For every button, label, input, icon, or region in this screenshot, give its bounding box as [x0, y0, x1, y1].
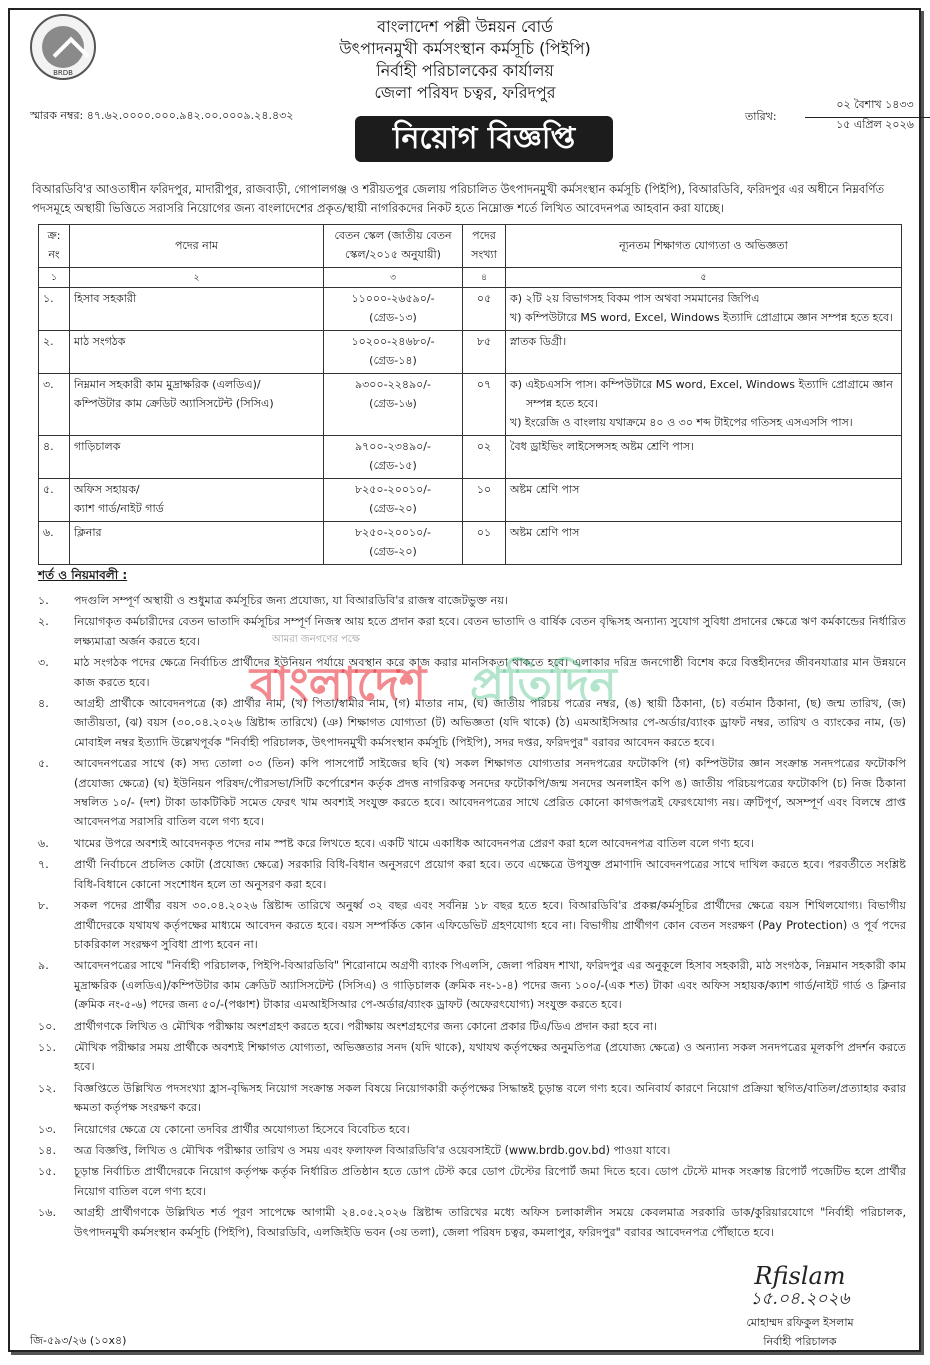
condition-number: ১০. — [38, 1019, 57, 1033]
post-name-cell — [70, 331, 324, 374]
post-count-cell: ০২ — [463, 436, 506, 479]
date-english: ১৫ এপ্রিল ২০২৬ — [836, 118, 914, 131]
col-number: ৩ — [324, 268, 463, 288]
grade: (গ্রেড-১৬) — [369, 397, 417, 410]
condition-item — [38, 1203, 906, 1242]
signature-date: ১৫.০৪.২০২৬ — [750, 1289, 850, 1309]
conditions-title: শর্ত ও নিয়মাবলী : — [38, 568, 128, 582]
brdb-logo — [30, 14, 96, 80]
serial-cell: ৬. — [39, 522, 70, 565]
condition-item — [38, 855, 906, 894]
pay-scale-cell — [324, 479, 463, 522]
serial-cell: ১. — [39, 288, 70, 331]
condition-text: আগ্রহী প্রার্থীগণকে উল্লিখিত শর্ত পূরণ সাপেক্ষে আগামী ২৪.০৫.২০২৬ খ্রিষ্টাব্দ তারিখের মধ্যে অফিস চলাকালীন সময়ে কেবলমাত্র সরকারি ডাক/কুরিয়ারযোগে "নির্বাহী পরিচালক, উৎপাদনমুখী কর্মসংস্থান কর্মসূচি (পিইপি), বিআরডিবি, এলজিইডি ভবন (৩য় তলা), জেলা পরিষদ চত্বর, কমলাপুর, ফরিদপুর" বরাবর আবেদনপত্র পৌঁছাতে হবে। — [74, 1206, 906, 1239]
pay-scale: ৮২৫০-২০০১০/- — [355, 483, 431, 496]
serial-cell: ৩. — [39, 374, 70, 436]
post-name-line: অফিস সহায়ক/ — [74, 483, 140, 496]
col-number: ১ — [39, 268, 70, 288]
qualification-cell — [506, 479, 902, 522]
condition-text: সকল পদের প্রার্থীর বয়স ৩০.০৪.২০২৬ খ্রিষ্টাব্দ তারিখে অনুর্ধ্ব ৩২ বছর এবং সর্বনিম্ন ১৮ বছর হতে হবে। বিআরডিবি'র প্রকল্প/কর্মসূচির প্রার্থীদের ক্ষেত্রে বয়স শিথিলযোগ্য। বিভাগীয় প্রার্থীদেরকে যথাযথ কর্তৃপক্ষের মাধ্যমে আবেদন করতে হবে। বয়স সম্পর্কিত কোন এফিডেভিট গ্রহণযোগ্য হবে না। বিভাগীয় প্রার্থীগণ কোন বেতন সংরক্ষণ (Pay Protection) ও পূর্ব পদের চাকরিকাল সংরক্ষণ সুবিধা প্রাপ্য হবেন না। — [74, 899, 906, 951]
org-line-2: উৎপাদনমুখী কর্মসংস্থান কর্মসূচি (পিইপি) — [339, 39, 591, 58]
post-name-line: ক্যাশ গার্ড/নাইট গার্ড — [74, 502, 164, 515]
condition-text: পদগুলি সম্পূর্ণ অস্থায়ী ও শুধুমাত্র কর্মসূচির জন্য প্রযোজ্য, যা বিআরডিবি'র রাজস্ব বাজেটভুক্ত নয়। — [74, 594, 508, 607]
pay-scale-cell — [324, 374, 463, 436]
condition-number: ৮. — [38, 899, 49, 913]
condition-text: প্রার্থী নির্বাচনে প্রচলিত কোটা (প্রযোজ্য ক্ষেত্রে) সরকারি বিধি-বিধান অনুসরণে প্রয়োগ করা হবে। তবে এক্ষেত্রে উপযুক্ত প্রমাণাদি আবেদনপত্রের সাথে দাখিল করতে হবে। পরবর্তীতে সংশ্লিষ্ট বিধি-বিধানে কোনো সংশোধন হলে তা অনুসরণ করা হবে। — [74, 858, 906, 891]
condition-number: ১. — [38, 594, 49, 607]
pay-scale-cell — [324, 288, 463, 331]
condition-item — [38, 1162, 906, 1201]
logo-text: BRDB — [53, 69, 73, 77]
condition-number: ৩. — [38, 656, 49, 670]
condition-number: ১২. — [38, 1081, 57, 1095]
condition-number: ১৩. — [38, 1122, 57, 1136]
post-name-line: ক্লিনার — [74, 526, 102, 539]
condition-item — [38, 1017, 906, 1036]
table-row — [39, 288, 902, 331]
post-count-cell: ১০ — [463, 479, 506, 522]
signatory-name: মোহাম্মদ রফিকুল ইসলাম — [746, 1316, 854, 1329]
condition-text: খামের উপরে অবশ্যই আবেদনকৃত পদের নাম স্পষ্ট করে লিখতে হবে। একটি খামে একাধিক আবেদনপত্র প্রেরণ করা হলে আবেদনপত্র বাতিল বলে গণ্য হবে। — [74, 836, 755, 850]
qualification-item: বৈধ ড্রাইভিং লাইসেন্সসহ অষ্টম শ্রেণি পাস। — [510, 440, 695, 453]
qualification-cell — [506, 374, 902, 436]
pay-scale-cell — [324, 331, 463, 374]
col-pay-scale: বেতন স্কেল (জাতীয় বেতন স্কেল/২০১৫ অনুযায়ী) — [324, 225, 463, 268]
condition-item — [38, 1120, 906, 1139]
grade: (গ্রেড-১৫) — [369, 459, 417, 472]
condition-item — [38, 1079, 906, 1118]
condition-number: ৭. — [38, 858, 49, 872]
pay-scale-cell — [324, 436, 463, 479]
qualification-item: স্নাতক ডিগ্রী। — [510, 335, 567, 348]
col-qualification: ন্যূনতম শিক্ষাগত যোগ্যতা ও অভিজ্ঞতা — [506, 225, 902, 268]
condition-number: ৯. — [38, 959, 49, 973]
table-header-row — [39, 225, 902, 268]
post-name-cell — [70, 374, 324, 436]
signatory-designation: নির্বাহী পরিচালক — [763, 1335, 837, 1348]
serial-cell: ৫. — [39, 479, 70, 522]
col-number: ২ — [70, 268, 324, 288]
pay-scale: ১১০০০-২৬৫৯০/- — [351, 292, 435, 305]
org-line-4: জেলা পরিষদ চত্বর, ফরিদপুর — [374, 83, 556, 102]
condition-text: অত্র বিজ্ঞপ্তি, লিখিত ও মৌখিক পরীক্ষার তারিখ ও সময় এবং ফলাফল বিআরডিবি'র ওয়েবসাইটে (www.brdb.gov.bd) পাওয়া যাবে। — [74, 1143, 671, 1157]
condition-number: ৫. — [38, 757, 49, 771]
condition-number: ১৫. — [38, 1165, 57, 1179]
col-number: ৪ — [463, 268, 506, 288]
post-count-cell: ০৭ — [463, 374, 506, 436]
condition-text: নিয়োগকৃত কর্মচারীদের বেতন ভাতাদি কর্মসূচির সম্পূর্ণ নিজস্ব আয় হতে প্রদান করা হবে। বেতন ভাতাদি ও বার্ষিক বেতন বৃদ্ধিসহ অন্যান্য সুযোগ সুবিধা প্রদানের ক্ষেত্রে ঋণ কর্মকান্ডের নির্ধারিত লক্ষ্যমাত্রা অর্জন করতে হবে। — [74, 615, 906, 648]
grade: (গ্রেড-১৩) — [369, 311, 417, 324]
post-count-cell: ০৫ — [463, 288, 506, 331]
post-name-line: মাঠ সংগঠক — [74, 335, 126, 348]
post-count-cell: ০১ — [463, 522, 506, 565]
watermark-part1: বাংলাদেশ — [250, 657, 427, 711]
qualification-cell — [506, 331, 902, 374]
condition-text: আগ্রহী প্রার্থীকে আবেদনপত্রে (ক) প্রার্থীর নাম, (খ) পিতা/স্বামীর নাম, (গ) মাতার নাম, (ঘ) জাতীয় পরিচয় পত্রের নম্বর, (ঙ) স্থায়ী ঠিকানা, (চ) বর্তমান ঠিকানা, (ছ) জন্ম তারিখ, (জ) জাতীয়তা, (ঝ) বয়স (৩০.০৪.২০২৬ খ্রিষ্টাব্দ তারিখে) (ঞ) শিক্ষাগত যোগ্যতা (ট) অভিজ্ঞতা (যদি থাকে) (ঠ) এমআইসিআর পে-অর্ডার/ব্যাংক ড্রাফট নম্বর, তারিখ ও ব্যাংকের নাম, (ড) মোবাইল নম্বর ইত্যাদি উল্লেখপূর্বক "নির্বাহী পরিচালক, উৎপাদনমুখী কর্মসংস্থান কর্মসূচি (পিইপি), সদর দপ্তর, ফরিদপুর" বরাবর আবেদন করতে হবে। — [74, 697, 906, 749]
condition-number: ৬. — [38, 836, 49, 850]
pay-scale: ৮২৫০-২০০১০/- — [355, 526, 431, 539]
condition-number: ১৪. — [38, 1143, 57, 1157]
post-name-line: কম্পিউটার কাম ক্রেডিট অ্যাসিসটেন্ট (সিসিএ) — [74, 397, 274, 410]
post-name-cell — [70, 288, 324, 331]
qualification-item: ক) এইচএসসি পাস। কম্পিউটারে MS word, Excel, Windows ইত্যাদি প্রোগ্রামে জ্ঞান সম্পন্ন হতে হবে। — [510, 378, 893, 410]
qualification-item: অষ্টম শ্রেণি পাস — [510, 526, 580, 539]
condition-number: ৪. — [38, 697, 49, 711]
qualification-item: ক) ২টি ২য় বিভাগসহ বিকম পাস অথবা সমমানের জিপিএ — [510, 292, 760, 305]
signature-block — [700, 1262, 900, 1352]
col-post-count: পদের সংখ্যা — [463, 225, 506, 268]
qualification-item: খ) কম্পিউটারে MS word, Excel, Windows ইত্যাদি প্রোগ্রামে জ্ঞান সম্পন্ন হতে হবে। — [510, 311, 893, 324]
intro-paragraph: বিআরডিবি'র আওতাধীন ফরিদপুর, মাদারীপুর, রাজবাড়ী, গোপালগঞ্জ ও শরীয়তপুর জেলায় পরিচালিত উৎপাদনমুখী কর্মসংস্থান কর্মসূচি (পিইপি), বিআরডিবি, ফরিদপুর এর অধীনে নিম্নবর্ণিত পদসমূহে অস্থায়ী ভিত্তিতে সরাসরি নিয়োগের জন্য বাংলাদেশের প্রকৃত/স্থায়ী নাগরিকদের নিকট হতে নিম্নোক্ত শর্তে লিখিত আবেদনপত্র আহবান করা যাচ্ছে। — [32, 182, 885, 215]
col-post-name: পদের নাম — [70, 225, 324, 268]
date-label: তারিখ: — [745, 110, 777, 123]
pay-scale: ১০২০০-২৪৬৮০/- — [351, 335, 435, 348]
qualification-item: অষ্টম শ্রেণি পাস — [510, 483, 580, 496]
watermark-part2: প্রতিদিন — [470, 657, 617, 711]
post-name-cell — [70, 522, 324, 565]
condition-number: ১৬. — [38, 1206, 57, 1220]
condition-text: মৌখিক পরীক্ষার সময় প্রার্থীকে অবশ্যই শিক্ষাগত যোগ্যতা, অভিজ্ঞতার সনদ (যদি থাকে), যথাযথ কর্তৃপক্ষের অনুমতিপত্র (প্রযোজ্য ক্ষেত্রে) ও অন্যান্য সকল সনদপত্রের মূলকপি প্রদর্শন করতে হবে। — [74, 1040, 906, 1074]
condition-number: ১১. — [38, 1040, 57, 1054]
condition-text: বিজ্ঞপ্তিতে উল্লিখিত পদসংখ্যা হ্রাস-বৃদ্ধিসহ নিয়োগ সংক্রান্ত সকল বিষয়ে নিয়োগকারী কর্তৃপক্ষের সিদ্ধান্তই চূড়ান্ত বলে গণ্য হবে। অনিবার্য কারণে নিয়োগ প্রক্রিয়া স্থগিত/বাতিল/প্রত্যাহার করার ক্ষমতা কর্তৃপক্ষ সংরক্ষণ করে। — [74, 1081, 906, 1115]
watermark-tagline: আমরা জনগণের পক্ষে — [272, 634, 360, 645]
serial-cell: ৪. — [39, 436, 70, 479]
col-number: ৫ — [506, 268, 902, 288]
notice-title: নিয়োগ বিজ্ঞপ্তি — [355, 116, 613, 162]
table-row — [39, 436, 902, 479]
footer-reference: জি-৫৯৩/২৬ (১০x৪) — [30, 1334, 127, 1347]
condition-text: আবেদনপত্রের সাথে "নির্বাহী পরিচালক, পিইপি-বিআরডিবি" শিরোনামে অগ্রণী ব্যাংক পিএলসি, জেলা পরিষদ শাখা, ফরিদপুর এর অনুকূলে হিসাব সহকারী, মাঠ সংগঠক, নিম্নমান সহকারী কাম মুদ্রাক্ষরিক (এলডিএ)/কম্পিউটার কাম ক্রেডিট অ্যাসিসটেন্ট (সিসিএ) ও গাড়িচালক (ক্রমিক নং-১-৪) পদের জন্য ১০০/-(এক শত) টাকা এবং অফিস সহায়ক/ক্যাশ গার্ড/নাইট গার্ড ও ক্লিনার (ক্রমিক নং-৫-৬) পদের জন্য ৫০/-(পঞ্চাশ) টাকার এমআইসিআর পে-অর্ডার/ব্যাংক ড্রাফট (অফেরৎযোগ্য) সংযুক্ত করতে হবে। — [74, 959, 906, 1012]
grade: (গ্রেড-২০) — [369, 545, 417, 558]
logo-emblem-icon — [42, 26, 84, 68]
pay-scale: ৯৭০০-২৩৪৯০/- — [355, 440, 431, 453]
col-serial: ক্র: নং — [39, 225, 70, 268]
org-line-3: নির্বাহী পরিচালকের কার্যালয় — [376, 61, 554, 80]
table-row — [39, 374, 902, 436]
grade: (গ্রেড-১৪) — [369, 354, 417, 367]
condition-item — [38, 591, 906, 610]
qualification-cell — [506, 436, 902, 479]
condition-item — [38, 1141, 906, 1160]
condition-item — [38, 956, 906, 1014]
condition-text: প্রার্থীগণকে লিখিত ও মৌখিক পরীক্ষায় অংশগ্রহণ করতে হবে। পরীক্ষায় অংশগ্রহণের জন্য কোনো প্রকার টিএ/ডিএ প্রদান করা হবে না। — [74, 1019, 658, 1033]
post-count-cell: ৮৫ — [463, 331, 506, 374]
serial-cell: ২. — [39, 331, 70, 374]
condition-text: চূড়ান্ত নির্বাচিত প্রার্থীদেরকে নিয়োগ কর্তৃপক্ষ কর্তৃক নির্ধারিত প্রতিষ্ঠান হতে ডোপ টেস্ট করে ডোপ টেস্টের রিপোর্ট জমা দিতে হবে। ডোপ টেস্টে মাদক সংক্রান্ত রিপোর্ট পজেটিভ হলে প্রার্থীর নিয়োগ বাতিল বলে গণ্য হবে। — [74, 1165, 906, 1198]
condition-text: মাঠ সংগঠক পদের ক্ষেত্রে নির্বাচিত প্রার্থীদের ইউনিয়ন পর্যায়ে অবস্থান করে কাজ করার মানসিকতা থাকতে হবে। এলাকার দরিদ্র জনগোষ্ঠী বিশেষ করে বিত্তহীনদের জীবনযাত্রার মান উন্নয়নে কাজ করতে হবে। — [74, 656, 906, 689]
table-row — [39, 479, 902, 522]
org-line-1: বাংলাদেশ পল্লী উন্নয়ন বোর্ড — [377, 17, 553, 36]
condition-item — [38, 1038, 906, 1077]
condition-item — [38, 754, 906, 832]
pay-scale: ৯৩০০-২২৪৯০/- — [355, 378, 431, 391]
table-row — [39, 331, 902, 374]
qualification-item: খ) ইংরেজি ও বাংলায় যথাক্রমে ৪০ ও ৩০ শব্দ টাইপের গতিসহ এসএসসি পাস। — [510, 416, 853, 429]
grade: (গ্রেড-২০) — [369, 502, 417, 515]
post-name-line: নিম্নমান সহকারী কাম মুদ্রাক্ষরিক (এলডিএ)/ — [74, 378, 261, 391]
post-name-line: গাড়িচালক — [74, 440, 121, 453]
memo-number: স্মারক নম্বর: ৪৭.৬২.০০০০.০০০.৯৪২.০০.০০০৯.২৪.৪৩২ — [30, 109, 294, 122]
post-name-cell — [70, 436, 324, 479]
condition-item — [38, 834, 906, 853]
date-bangla: ০২ বৈশাখ ১৪৩৩ — [805, 96, 930, 118]
column-number-row — [39, 268, 902, 288]
table-row — [39, 522, 902, 565]
post-name-line: হিসাব সহকারী — [74, 292, 137, 305]
post-name-cell — [70, 479, 324, 522]
condition-item — [38, 612, 906, 651]
condition-item — [38, 896, 906, 954]
qualification-cell — [506, 288, 902, 331]
qualification-cell — [506, 522, 902, 565]
condition-number: ২. — [38, 615, 49, 629]
posts-table — [38, 224, 902, 565]
signature-scribble: Rfislam — [754, 1262, 846, 1290]
pay-scale-cell — [324, 522, 463, 565]
condition-text: আবেদনপত্রের সাথে (ক) সদ্য তোলা ০৩ (তিন) কপি পাসপোর্ট সাইজের ছবি (খ) সকল শিক্ষাগত যোগ্যতার সনদপত্রের ফটোকপি (গ) কম্পিউটার জ্ঞান সংক্রান্ত সনদপত্রের ফটোকপি (প্রযোজ্য ক্ষেত্রে) (ঘ) ইউনিয়ন পরিষদ/পৌরসভা/সিটি কর্পোরেশন কর্তৃক প্রদত্ত নাগরিকত্ব সনদের ফটোকপি/জন্ম সনদের অনলাইন কপি ঙ) জাতীয় পরিচয়পত্রের ফটোকপি (চ) নিজ ঠিকানা সম্বলিত ১০/- (দশ) টাকা ডাকটিকিট সমেত ফেরৎ খাম অবশ্যই সংযুক্ত করতে হবে। আবেদনপত্রের সাথে প্রেরিত কোনো কাগজপত্রই ফেরৎযোগ্য নয়। ত্রুটিপূর্ণ, অসম্পূর্ণ এবং বিলম্বে প্রাপ্ত আবেদনপত্র সরাসরি বাতিল বলে গণ্য হবে। — [74, 757, 906, 829]
condition-text: নিয়োগের ক্ষেত্রে যে কোনো তদবির প্রার্থীর অযোগ্যতা হিসেবে বিবেচিত হবে। — [74, 1122, 410, 1136]
